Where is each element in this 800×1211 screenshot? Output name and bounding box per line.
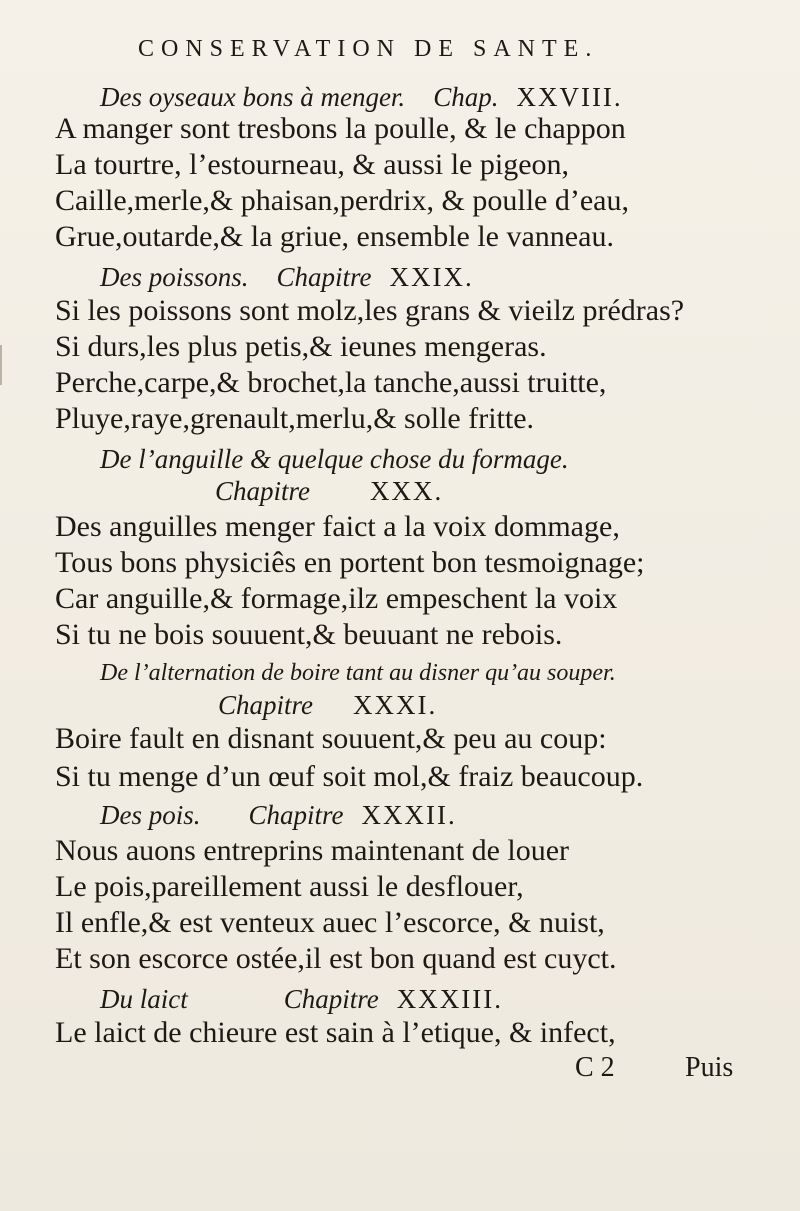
chapter-label: Chap. (433, 82, 499, 112)
chapter-label: Chapitre (215, 476, 311, 506)
catchword: Puis (685, 1052, 734, 1083)
verse-line: Le laict de chieure est sain à l’etique, & infect, (55, 1016, 616, 1049)
chapter-title: De l’alternation de boire tant au disner qu’au souper. (100, 660, 616, 686)
chapter-number: XXVIII. (516, 82, 623, 112)
verse-line: Et son escorce ostée,il est bon quand est cuyct. (55, 942, 617, 975)
margin-mark (0, 345, 2, 385)
chapter-heading (100, 442, 569, 476)
chapter-number-line (218, 688, 437, 722)
chapter-title: Du laict (100, 984, 188, 1014)
chapter-number: XXXII. (361, 800, 457, 830)
verse-line: Si tu ne bois souuent,& beuuant ne rebois. (55, 618, 563, 651)
chapter-title: De l’anguille & quelque chose du formage. (100, 444, 569, 474)
chapter-label: Chapitre (283, 984, 379, 1014)
verse-line: Grue,outarde,& la griue, ensemble le vanneau. (55, 220, 614, 253)
chapter-number: XXIX. (389, 262, 474, 292)
verse-line: Si durs,les plus petis,& ieunes mengeras. (55, 330, 547, 363)
chapter-label: Chapitre (276, 262, 372, 292)
chapter-heading (100, 80, 623, 114)
verse-line: Il enfle,& est venteux auec l’escorce, & nuist, (55, 906, 605, 939)
chapter-heading (100, 798, 457, 832)
verse-line: Le pois,pareillement aussi le desflouer, (55, 870, 524, 903)
chapter-title: Des poissons. (100, 262, 249, 292)
running-head: CONSERVATION DE SANTE. (138, 36, 599, 62)
verse-line: Tous bons physiciês en portent bon tesmoignage; (55, 546, 645, 579)
chapter-heading (100, 260, 474, 294)
verse-line: Car anguille,& formage,ilz empeschent la voix (55, 582, 618, 615)
chapter-heading (100, 656, 616, 690)
chapter-title: Des oyseaux bons à menger. (100, 82, 406, 112)
verse-line: Des anguilles menger faict a la voix dommage, (55, 510, 620, 543)
verse-line: Nous auons entreprins maintenant de louer (55, 834, 570, 867)
chapter-title: Des pois. (100, 800, 201, 830)
verse-line: Pluye,raye,grenault,merlu,& solle fritte. (55, 402, 535, 435)
verse-line: Si tu menge d’un œuf soit mol,& fraiz beaucoup. (55, 760, 644, 793)
verse-line: A manger sont tresbons la poulle, & le chappon (55, 112, 626, 145)
verse-line: Perche,carpe,& brochet,la tanche,aussi truitte, (55, 366, 607, 399)
chapter-number: XXXIII. (396, 984, 503, 1014)
chapter-label: Chapitre (218, 690, 314, 720)
chapter-number: XXX. (370, 476, 444, 506)
chapter-heading (100, 982, 503, 1016)
verse-line: La tourtre, l’estourneau, & aussi le pigeon, (55, 148, 570, 181)
verse-line: Si les poissons sont molz,les grans & vieilz prédras? (55, 294, 685, 327)
chapter-number-line (215, 474, 443, 508)
verse-line: Boire fault en disnant souuent,& peu au coup: (55, 722, 607, 755)
chapter-label: Chapitre (248, 800, 344, 830)
signature-mark: C 2 (575, 1052, 615, 1083)
chapter-number: XXXI. (353, 690, 438, 720)
verse-line: Caille,merle,& phaisan,perdrix, & poulle d’eau, (55, 184, 629, 217)
